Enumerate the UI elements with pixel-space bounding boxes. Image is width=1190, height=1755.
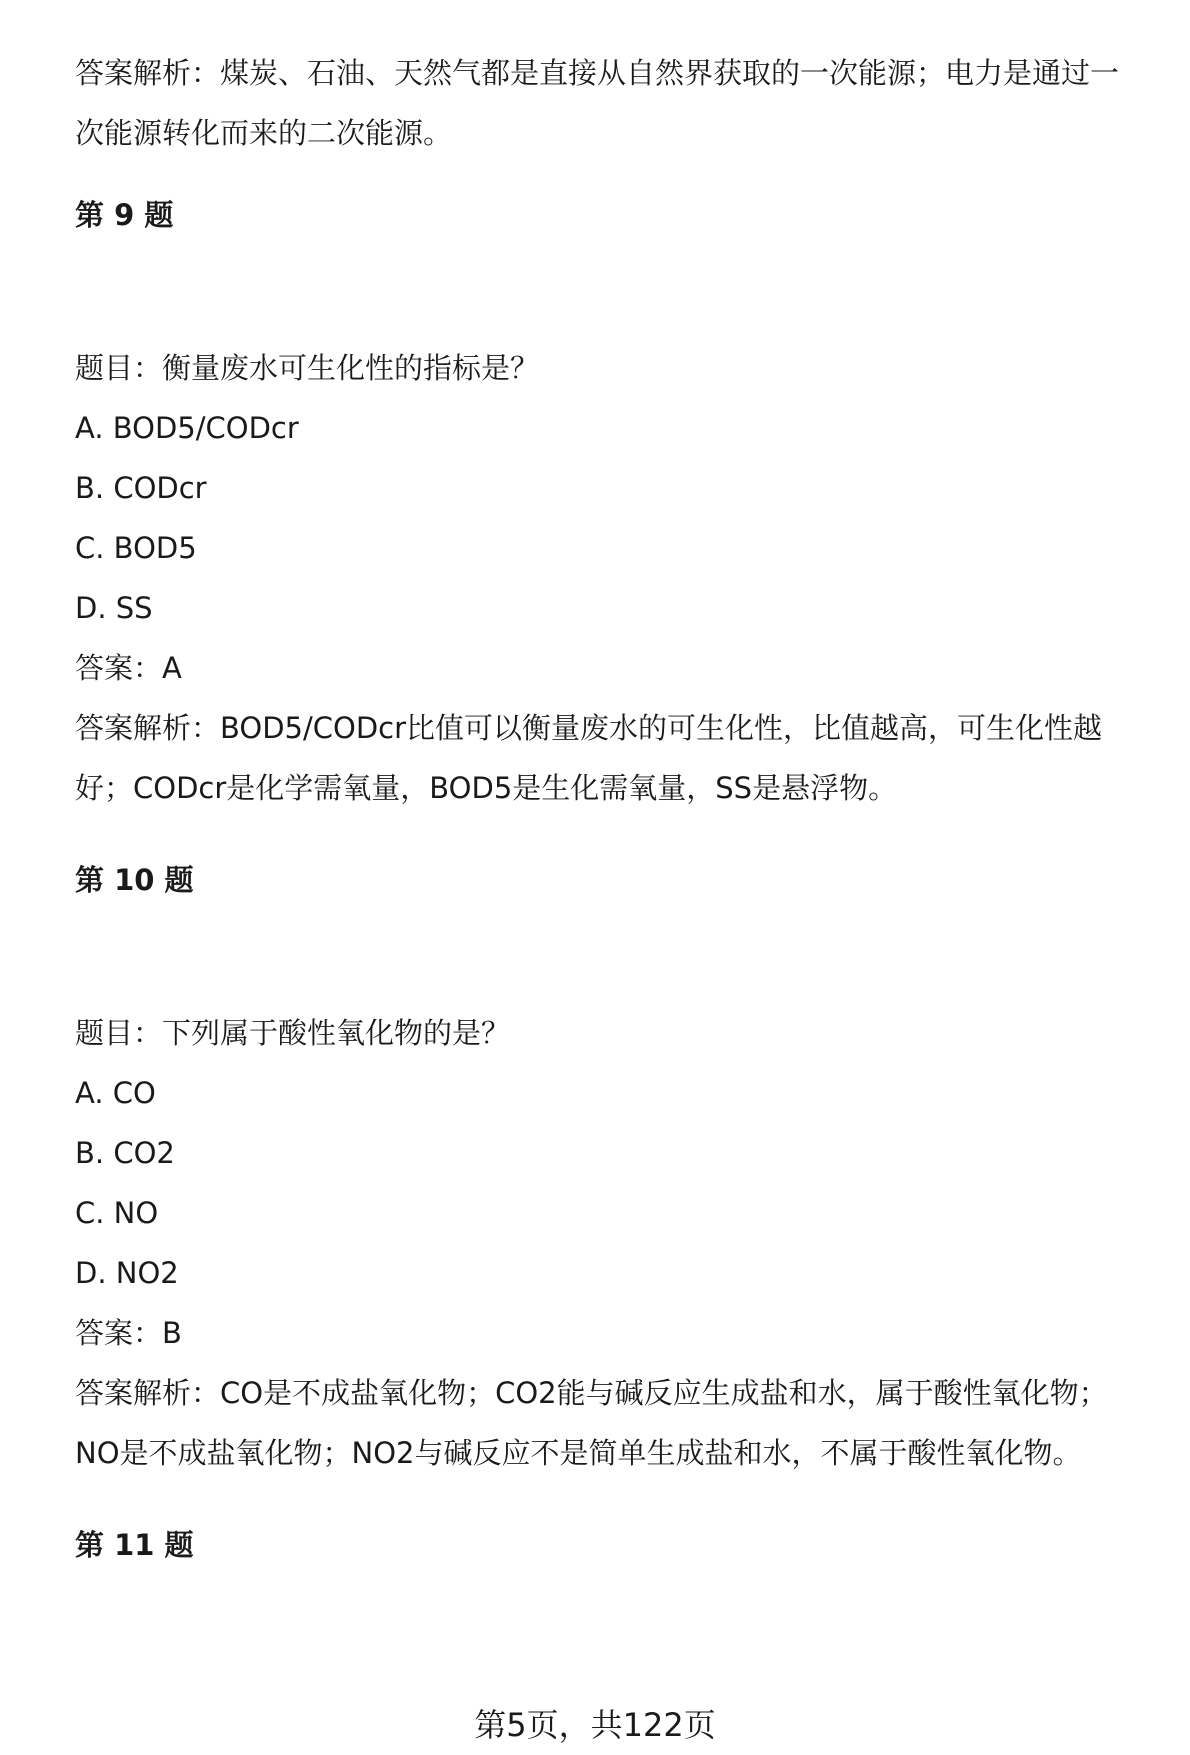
question-10-answer: 答案：B bbox=[75, 1316, 182, 1350]
question-10-explanation-line-2: NO是不成盐氧化物；NO2与碱反应不是简单生成盐和水，不属于酸性氧化物。 bbox=[75, 1436, 1082, 1470]
question-10-option-a: A. CO bbox=[75, 1076, 156, 1110]
question-9-option-d: D. SS bbox=[75, 591, 153, 625]
question-10-text: 题目：下列属于酸性氧化物的是？ bbox=[75, 1016, 511, 1050]
question-10-option-d: D. NO2 bbox=[75, 1256, 179, 1290]
question-10-explanation-line-1: 答案解析：CO是不成盐氧化物；CO2能与碱反应生成盐和水，属于酸性氧化物； bbox=[75, 1376, 1108, 1410]
question-9-explanation-line-2: 好；CODcr是化学需氧量，BOD5是生化需氧量，SS是悬浮物。 bbox=[75, 771, 898, 805]
question-10-option-b: B. CO2 bbox=[75, 1136, 175, 1170]
page-number: 第5页，共122页 bbox=[474, 1706, 716, 1744]
question-11-heading: 第 11 题 bbox=[75, 1528, 194, 1562]
question-10-heading: 第 10 题 bbox=[75, 863, 194, 897]
question-9-option-a: A. BOD5/CODcr bbox=[75, 411, 299, 445]
question-9-text: 题目：衡量废水可生化性的指标是？ bbox=[75, 351, 540, 385]
question-9-heading: 第 9 题 bbox=[75, 198, 174, 232]
question-10-option-c: C. NO bbox=[75, 1196, 159, 1230]
prev-explanation-line-1: 答案解析：煤炭、石油、天然气都是直接从自然界获取的一次能源；电力是通过一 bbox=[75, 56, 1120, 90]
question-9-explanation-line-1: 答案解析：BOD5/CODcr比值可以衡量废水的可生化性，比值越高，可生化性越 bbox=[75, 711, 1103, 745]
question-9-option-c: C. BOD5 bbox=[75, 531, 197, 565]
prev-explanation-line-2: 次能源转化而来的二次能源。 bbox=[75, 116, 453, 150]
question-9-option-b: B. CODcr bbox=[75, 471, 207, 505]
question-9-answer: 答案：A bbox=[75, 651, 182, 685]
